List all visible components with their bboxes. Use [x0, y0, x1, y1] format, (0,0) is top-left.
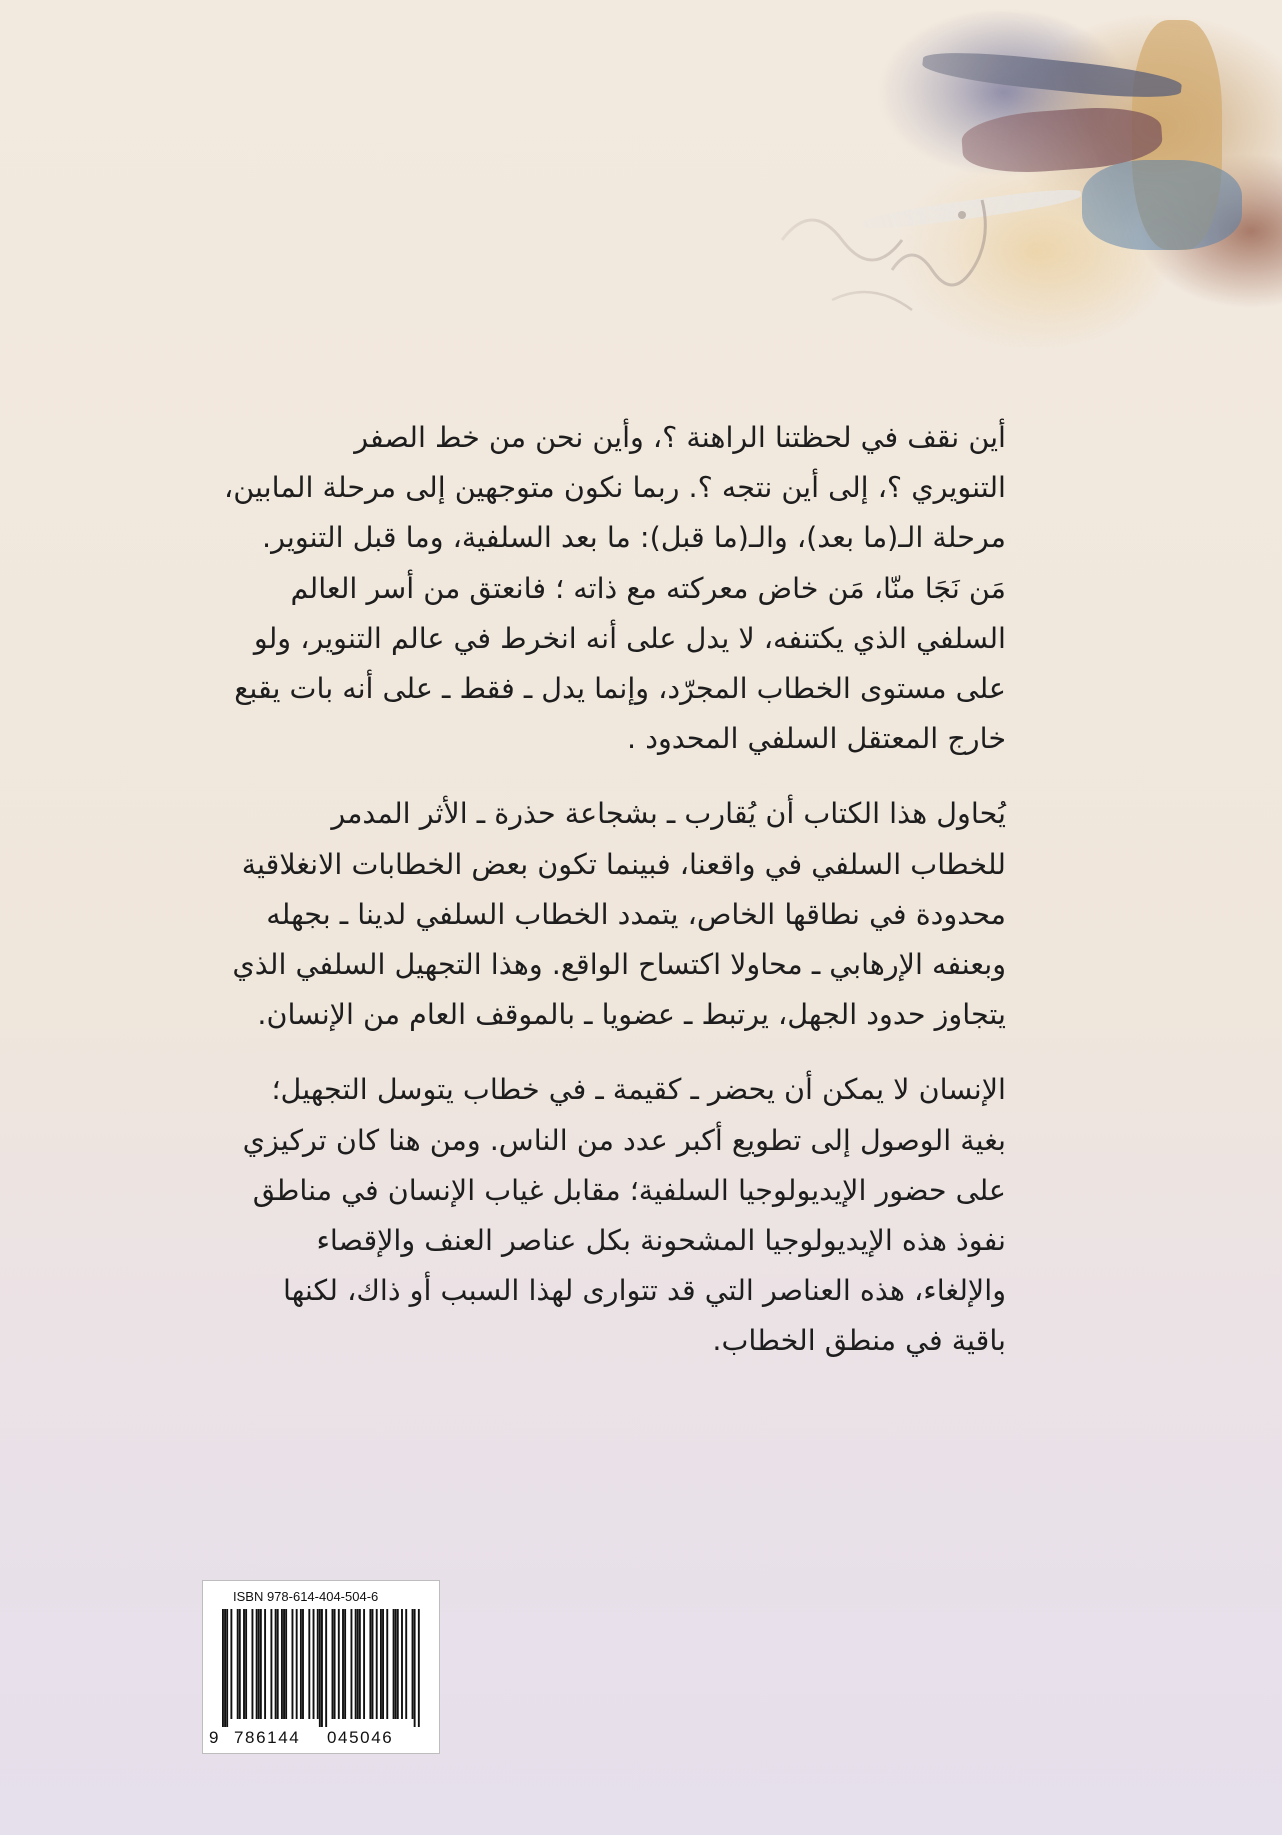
barcode-bar	[401, 1609, 403, 1719]
barcode-bar	[243, 1609, 245, 1719]
barcode-bar	[414, 1609, 416, 1727]
back-cover-text	[222, 412, 1006, 1366]
text-line: التنويري ؟، إلى أين نتجه ؟. ربما نكون متوجهين إلى مرحلة المابين،	[223, 470, 1006, 505]
isbn-barcode	[202, 1580, 440, 1754]
barcode-bar	[317, 1609, 319, 1719]
text-line: بغية الوصول إلى تطويع أكبر عدد من الناس. ومن هنا كان تركيزي	[242, 1122, 1006, 1157]
paragraph	[222, 788, 1006, 1039]
text-line: والإلغاء، هذه العناصر التي قد تتوارى لهذا السبب أو ذاك، لكنها	[282, 1273, 1006, 1308]
barcode-bar	[405, 1609, 407, 1719]
barcode-bar	[260, 1609, 262, 1719]
barcode-bar	[226, 1609, 228, 1727]
barcode-bar	[412, 1609, 414, 1719]
text-line: على حضور الإيديولوجيا السلفية؛ مقابل غياب الإنسان في مناطق	[252, 1172, 1006, 1207]
barcode-bar	[393, 1609, 395, 1719]
barcode-bar	[350, 1609, 352, 1719]
barcode-bar	[302, 1609, 304, 1719]
barcode-bar	[357, 1609, 359, 1719]
paragraph	[222, 1064, 1006, 1365]
barcode-bar	[380, 1609, 382, 1719]
barcode-bar	[386, 1609, 388, 1719]
text-line: على مستوى الخطاب المجرّد، وإنما يدل ـ فقط ـ على أنه بات يقبع	[234, 671, 1006, 706]
barcode-bars	[222, 1609, 420, 1727]
barcode-lead-digit: 9	[209, 1728, 219, 1747]
barcode-left-digits: 786144	[234, 1728, 301, 1747]
text-line: خارج المعتقل السلفي المحدود .	[627, 721, 1006, 756]
barcode-bar	[230, 1609, 232, 1719]
cover-artwork	[662, 0, 1282, 420]
barcode-bar	[395, 1609, 397, 1719]
barcode-bar	[319, 1609, 321, 1727]
barcode-bar	[313, 1609, 315, 1719]
barcode-bar	[300, 1609, 302, 1719]
barcode-bar	[397, 1609, 399, 1719]
text-line: باقية في منطق الخطاب.	[712, 1323, 1006, 1358]
barcode-bar	[281, 1609, 283, 1719]
text-line: يتجاوز حدود الجهل، يرتبط ـ عضويا ـ بالموقف العام من الإنسان.	[257, 997, 1006, 1032]
barcode-bar	[308, 1609, 310, 1719]
barcode-bar	[344, 1609, 346, 1719]
barcode-bar	[239, 1609, 241, 1719]
text-line: أين نقف في لحظتنا الراهنة ؟، وأين نحن من خط الصفر	[354, 420, 1006, 454]
barcode-bar	[355, 1609, 357, 1719]
isbn-label: ISBN 978-614-404-504-6	[233, 1589, 379, 1604]
calligraphy-scribbles	[662, 0, 1282, 420]
barcode-bar	[292, 1609, 294, 1719]
barcode-bar	[382, 1609, 384, 1719]
barcode-bar	[325, 1609, 327, 1727]
barcode-bar	[285, 1609, 287, 1719]
text-line: للخطاب السلفي في واقعنا، فبينما تكون بعض الخطابات الانغلاقية	[241, 846, 1006, 881]
barcode-bar	[264, 1609, 266, 1719]
barcode-bar	[270, 1609, 272, 1719]
text-line: يُحاول هذا الكتاب أن يُقارب ـ بشجاعة حذرة ـ الأثر المدمر	[331, 796, 1006, 831]
barcode-bar	[363, 1609, 365, 1719]
barcode-right-digits: 045046	[327, 1728, 394, 1747]
barcode-bar	[338, 1609, 340, 1719]
text-line: السلفي الذي يكتنفه، لا يدل على أنه انخرط في عالم التنوير، ولو	[253, 620, 1006, 655]
text-line: الإنسان لا يمكن أن يحضر ـ كقيمة ـ في خطاب يتوسل التجهيل؛	[271, 1072, 1006, 1107]
barcode-bar	[283, 1609, 285, 1719]
barcode-bar	[222, 1609, 224, 1727]
barcode-bar	[275, 1609, 277, 1719]
barcode-bar	[376, 1609, 378, 1719]
barcode-bar	[359, 1609, 361, 1719]
barcode-bar	[237, 1609, 239, 1719]
paragraph	[222, 412, 1006, 763]
text-line: مرحلة الـ(ما بعد)، والـ(ما قبل): ما بعد السلفية، وما قبل التنوير.	[262, 520, 1006, 555]
barcode-bar	[256, 1609, 258, 1719]
barcode-bar	[258, 1609, 260, 1719]
barcode-bar	[342, 1609, 344, 1719]
barcode-bar	[296, 1609, 298, 1719]
barcode-bar	[224, 1609, 226, 1727]
barcode-bar	[372, 1609, 374, 1719]
barcode-bar	[277, 1609, 279, 1719]
barcode-bar	[321, 1609, 323, 1727]
text-line: محدودة في نطاقها الخاص، يتمدد الخطاب السلفي لدينا ـ بجهله	[266, 896, 1006, 931]
barcode-bar	[251, 1609, 253, 1719]
barcode-bar	[334, 1609, 336, 1719]
barcode-bar	[369, 1609, 371, 1719]
text-line: وبعنفه الإرهابي ـ محاولا اكتساح الواقع. وهذا التجهيل السلفي الذي	[232, 947, 1006, 982]
barcode-bar	[332, 1609, 334, 1719]
text-line: نفوذ هذه الإيديولوجيا المشحونة بكل عناصر العنف والإقصاء	[316, 1223, 1006, 1258]
text-line: مَن نَجَا منّا، مَن خاض معركته مع ذاته ؛ فانعتق من أسر العالم	[290, 570, 1006, 605]
barcode-bar	[418, 1609, 420, 1727]
barcode-bar	[245, 1609, 247, 1719]
